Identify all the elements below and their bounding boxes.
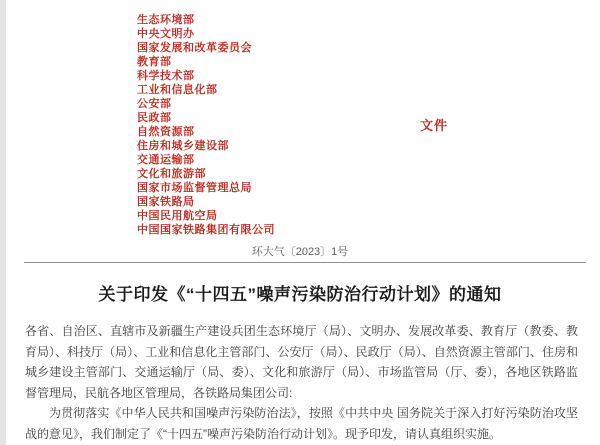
document-number: 环大气〔2023〕1号 [251,246,349,258]
ministry-list-item: 公安部 [137,98,172,110]
issuing-ministries-list [137,13,275,237]
ministry-list-item: 住房和城乡建设部 [137,140,229,152]
ministry-list-item: 文化和旅游部 [137,168,206,180]
ministry-list-item: 自然资源部 [137,126,195,138]
ministry-list-item: 国家铁路局 [137,196,195,208]
document-title: 关于印发《“十四五”噪声污染防治行动计划》的通知 [98,285,502,304]
ministry-list-item: 生态环境部 [137,14,195,26]
ministry-list-item: 工业和信息化部 [137,84,218,96]
header-divider-line [24,262,586,263]
ministry-list-item: 教育部 [137,56,172,68]
body-paragraph: 为贯彻落实《中华人民共和国噪声污染防治法》，按照《中共中央 国务院关于深入打好污染防治攻坚战的意见》，我们制定了《“十四五”噪声污染防治行动计划》。现予印发，请认真组织实施。 [25,406,578,441]
ministry-list-item: 交通运输部 [137,154,195,166]
body-salutation: 各省、自治区、直辖市及新疆生产建设兵团生态环境厅（局）、文明办、发展改革委、教育厅（教委、教育局）、科技厅（局）、工业和信息化主管部门、公安厅（局）、民政厅（局）、自然资源主管部门、住房和城乡建设主管部门、交通运输厅（局、委）、文化和旅游厅（局）、市场监管局（厅、委），各地区铁路监督管理局，民航各地区管理局，各铁路局集团公司: [25,324,578,400]
ministry-list-item: 民政部 [137,112,172,124]
ministry-list-item: 中国国家铁路集团有限公司 [137,224,275,236]
ministry-list-item: 中央文明办 [137,28,195,40]
ministry-list-item: 国家发展和改革委员会 [137,42,252,54]
ministry-list-item: 中国民用航空局 [137,210,218,222]
page-left-edge [0,0,6,445]
document-label: 文件 [420,118,449,133]
ministry-list-item: 国家市场监督管理总局 [137,182,252,194]
ministry-list-item: 科学技术部 [137,70,195,82]
document-body [25,321,578,444]
